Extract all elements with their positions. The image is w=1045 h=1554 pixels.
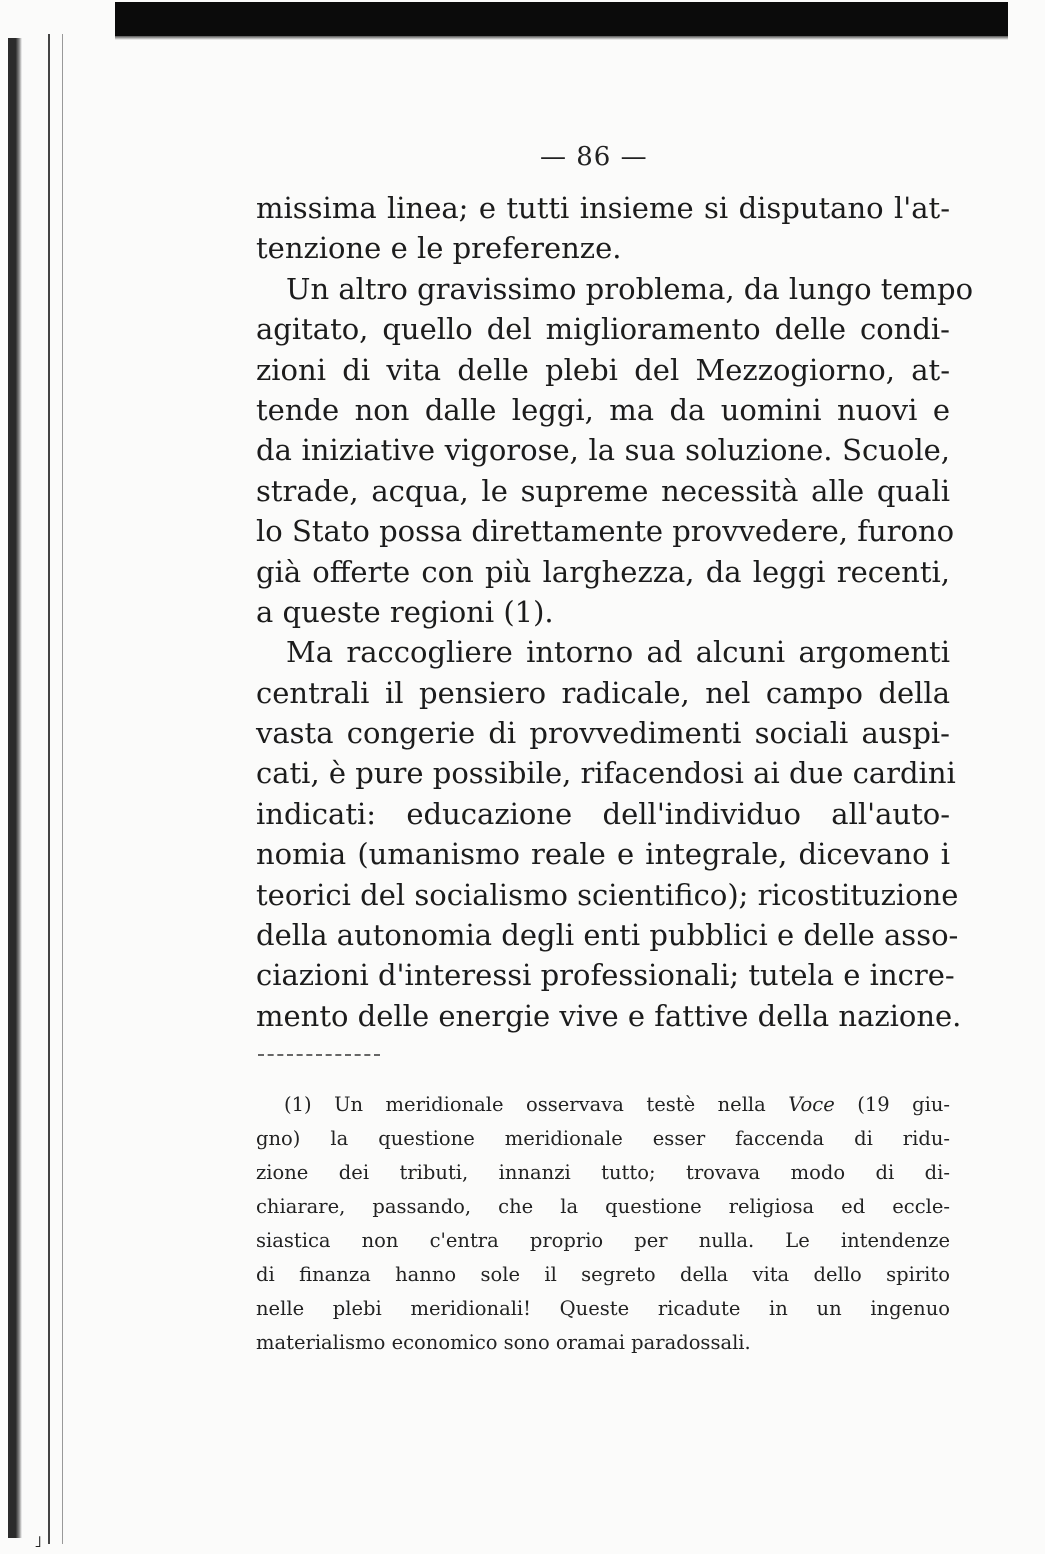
text-line: nomia (umanismo reale e integrale, dicevano i: [256, 837, 950, 872]
text-line: missima linea; e tutti insieme si disputano l'at-: [256, 191, 950, 225]
scan-top-bar: [115, 2, 1008, 36]
text-line: da iniziative vigorose, la sua soluzione. Scuole,: [256, 433, 950, 468]
footnote-line: materialismo economico sono oramai paradossali.: [256, 1331, 751, 1354]
text-line: centrali il pensiero radicale, nel campo della: [256, 675, 950, 710]
footnote-periodical-title: Voce: [788, 1093, 835, 1116]
footnote-line: chiarare, passando, che la questione religiosa ed eccle-: [256, 1195, 950, 1218]
text-line: Un altro gravissimo problema, da lungo tempo: [286, 271, 974, 306]
footnote-line: siastica non c'entra proprio per nulla. Le intendenze: [256, 1229, 950, 1252]
text-line: della autonomia degli enti pubblici e delle asso-: [256, 918, 959, 953]
text-line: agitato, quello del miglioramento delle condi-: [256, 312, 950, 347]
footnote-line: di finanza hanno sole il segreto della vita dello spirito: [256, 1263, 950, 1286]
margin-rule: [48, 34, 50, 1544]
text-line: teorici del socialismo scientifico); ricostituzione: [256, 877, 959, 912]
text-line: già offerte con più larghezza, da leggi recenti,: [256, 554, 950, 589]
text-line: vasta congerie di provvedimenti sociali auspi-: [256, 716, 950, 751]
scan-top-bar-shadow: [115, 36, 1008, 40]
corner-mark: ˩: [34, 1532, 42, 1551]
footnote-line: nelle plebi meridionali! Queste ricadute in un ingenuo: [256, 1297, 950, 1320]
text-line: strade, acqua, le supreme necessità alle quali: [256, 473, 950, 508]
page-number: — 86 —: [540, 142, 648, 172]
footnote-separator: [258, 1054, 380, 1056]
text-line: indicati: educazione dell'individuo all'auto-: [256, 796, 950, 831]
text-line: Ma raccogliere intorno ad alcuni argomenti: [286, 635, 950, 670]
text-line: zioni di vita delle plebi del Mezzogiorno, at-: [256, 352, 950, 387]
text-line: ciazioni d'interessi professionali; tutela e incre-: [256, 958, 955, 993]
text-line: cati, è pure possibile, rifacendosi ai due cardini: [256, 756, 956, 791]
text-line: tende non dalle leggi, ma da uomini nuovi e: [256, 392, 950, 427]
footnote-line: [256, 1088, 950, 1122]
footnote: [256, 1088, 950, 1360]
margin-rule-secondary: [62, 34, 63, 1544]
footnote-text: (1) Un meridionale osservava testè nella: [284, 1093, 766, 1116]
text-line: mento delle energie vive e fattive della nazione.: [256, 998, 962, 1033]
text-line: lo Stato possa direttamente provvedere, furono: [256, 514, 955, 549]
text-line: tenzione e le preferenze.: [256, 231, 622, 266]
scan-left-edge: [8, 38, 22, 1538]
footnote-text: (19 giu-: [857, 1093, 950, 1116]
footnote-line: zione dei tributi, innanzi tutto; trovava modo di di-: [256, 1161, 950, 1184]
main-text: [256, 188, 974, 1036]
text-line: a queste regioni (1).: [256, 594, 554, 629]
footnote-line: gno) la questione meridionale esser faccenda di ridu-: [256, 1127, 950, 1150]
